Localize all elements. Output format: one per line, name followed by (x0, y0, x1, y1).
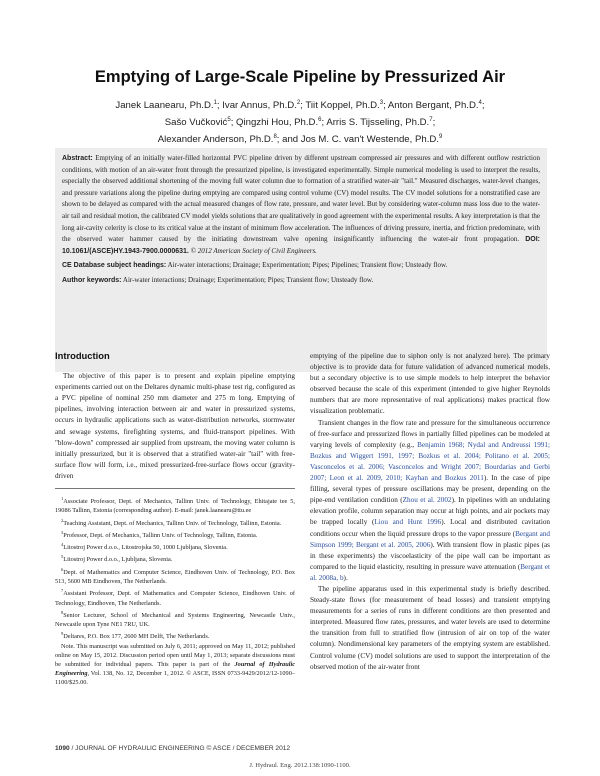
author-name: Anton Bergant, Ph.D. (387, 100, 479, 112)
footnote-text: Associate Professor, Dept. of Mechanics, Tallinn Univ. of Technology, Ehitajate tee 5, 19086 Tallinn, Estonia (corresponding author). E-mail: janek.laanearu@ttu.ee (55, 498, 295, 515)
reference-links-bergant[interactable]: Bergant and Simpson 1999; Bergant et al. 2005, 2006 (310, 529, 551, 549)
footnote (55, 586, 295, 608)
note-text-b: , Vol. 138, No. 12, December 1, 2012. © ASCE, ISSN 0733-9429/2012/12-1090–1100/$25.00. (55, 670, 295, 687)
ce-headings-text: Air-water interactions; Drainage; Experimentation; Pipes; Pipelines; Transient flow; Unsteady flow. (167, 261, 448, 270)
p2-text-f: ). (343, 573, 348, 582)
author-name: Ivar Annus, Ph.D. (222, 100, 297, 112)
author-separator: ; (383, 100, 388, 112)
footnote-marker: 7 (61, 588, 64, 594)
footnote-text: Teaching Assistant, Dept. of Mechanics, Tallinn Univ. of Technology, Tallinn, Estonia. (63, 519, 282, 527)
author-name: Jos M. C. van't Westende, Ph.D. (300, 134, 439, 146)
author-name: Sašo Vučković (164, 117, 228, 129)
author-name: Alexander Anderson, Ph.D. (157, 134, 274, 146)
footnote-text: Litostroj Power d.o.o., Ljubljana, Slovenia. (63, 556, 173, 564)
author-affiliation-marker: 6 (318, 117, 322, 124)
paper-title: Emptying of Large-Scale Pipeline by Pressurized Air (94, 68, 506, 86)
author-keywords-label: Author keywords: (62, 276, 122, 284)
introduction-heading: Introduction (55, 350, 110, 361)
reference-link-zhou[interactable]: Zhou et al. 2002 (402, 496, 452, 505)
ce-headings-label: CE Database subject headings: (62, 262, 167, 270)
footnote-divider (55, 488, 295, 489)
p2-text-b: ). In the case of pipe filling, several types of pressure oscillations may be present, depending on the pipe-end ventilation condition ( (310, 474, 550, 505)
p2-text-a: Transient changes in the flow rate and pressure for the simultaneous occurrence of free-surface and pressurized flows in partially filled pipelines can be modeled at varying levels of complexity (e.g., (310, 418, 550, 449)
author-affiliation-marker: 5 (227, 117, 231, 124)
footnote-text: Deltares, P.O. Box 177, 2600 MH Delft, The Netherlands. (63, 633, 210, 641)
p2-text-d: ). Local and distributed cavitation conditions occur when the liquid pressure drops to the vapor pressure ( (310, 518, 551, 538)
author-affiliation-marker: 4 (478, 100, 482, 106)
footnote-text: Professor, Dept. of Mechanics, Tallinn Univ. of Technology, Tallinn, Estonia. (63, 531, 258, 539)
author-affiliation-marker: 7 (429, 117, 433, 124)
right-paragraph-1: emptying of the pipeline due to siphon only is not analyzed here). The primary objective is to provide data for future validation of advanced numerical models, but a secondary objective is to use simple models to help interpret the behavior observed because the scale of this experiment (intended to give higher Reynolds numbers that are more representative of real applications) makes practical flow visualization problematic. (310, 352, 550, 416)
footnote-marker: 5 (61, 554, 64, 560)
author-list (60, 96, 540, 148)
author-separator: ; (230, 117, 237, 129)
page-footer (55, 745, 290, 752)
note-text-a: Note. This manuscript was submitted on July 6, 2011; approved on May 11, 2012; published online on May 15, 2012. Discussion period open until May 1, 2013; separate discussions must be submitted for individual papers. This paper is part of the (55, 642, 295, 668)
intro-paragraph: The objective of this paper is to present and explain pipeline emptying experiments carried out on the Deltares dynamic multi-phase test rig, configured as a PVC pipeline of nominal 250 mm diameter and 275 m long. Emptying of pipelines, involving interaction between air and water in pressurized systems, occurs in hydraulic applications such as water-distribution networks, stormwater and sewage systems, firefighting systems, and fluid-transport pipelines. With "blow-down" compressed air supplied from upstream, the moving water column is initially pressurized, but it is observed that a stratified water-air "tail" with free-surface flow will form, i.e., mixed pressurized-free-surface flows occur (gravity-driven (55, 372, 295, 480)
author-separator: ; (432, 117, 436, 129)
copyright-notice: © 2012 American Society of Civil Engineers. (190, 246, 317, 255)
author-separator: ; (321, 117, 327, 129)
author-affiliation-marker: 1 (213, 100, 217, 106)
p2-text-e: ). With transient flow in plastic pipes (as in these experiments) the viscoelasticity of the pipe wall can be important as compared to the liquid elasticity, resulting in pressure wave attenuation ( (310, 540, 550, 571)
left-column (55, 350, 295, 688)
reference-link-liou[interactable]: Liou and Hunt 1996 (374, 518, 442, 527)
footnote-text: Litostroj Power d.o.o., Litostrojska 50, 1000 Ljubljana, Slovenia. (63, 544, 228, 552)
footnote-marker: 8 (61, 609, 64, 615)
journal-footer: / JOURNAL OF HYDRAULIC ENGINEERING © ASCE / DECEMBER 2012 (69, 745, 291, 752)
reference-link-bergant-2008[interactable]: Bergant et al. 2008a, b (310, 562, 550, 582)
author-affiliation-marker: 2 (296, 100, 301, 106)
doi-link[interactable]: DOI: 10.1061/(ASCE)HY.1943-7900.0000631. (62, 236, 540, 255)
author-separator: ; (481, 100, 485, 112)
right-column (310, 351, 550, 673)
abstract-block (62, 153, 540, 287)
author-keywords-text: Air-water interactions; Drainage; Experimentation; Pipes; Transient flow; Unsteady flow. (122, 275, 374, 284)
footnote-marker: 6 (61, 566, 64, 572)
author-keywords (62, 275, 540, 287)
author-name: Tiit Koppel, Ph.D. (305, 100, 380, 112)
right-paragraph-3: The pipeline apparatus used in this experimental study is briefly described. Steady-state flows (for measurement of head losses) and transient emptying measurements for a series of runs in different conditions are then presented and interpreted. Measured flow rates, pressures, and water levels are used to determine the transition from full to stratified flow (intrusion of air on top of the water column). Nondimensional key parameters of the emptying system are established. Control volume (CV) model solutions are used to support the interpretation of the observed motion of the air-water front (310, 584, 550, 671)
page-number: 1090 (55, 745, 70, 752)
footnote (55, 552, 295, 564)
footnote (55, 629, 295, 641)
ce-headings (62, 260, 540, 272)
author-separator: ; (300, 100, 306, 112)
footnote (55, 540, 295, 552)
author-affiliation-marker: 3 (379, 100, 384, 106)
footnote-text: Assistant Professor, Dept. of Mathematics and Computer Science, Eindhoven Univ. of Technology, Eindhoven, The Netherlands. (55, 590, 295, 607)
footnote-text: Senior Lecturer, School of Mechanical and Systems Engineering, Newcastle Univ., Newcastle upon Tyne NE1 7RU, UK. (55, 611, 295, 629)
note-journal: Journal of Hydraulic Engineering (55, 660, 296, 678)
footnote (55, 494, 295, 516)
footnote (55, 528, 295, 540)
manuscript-note (55, 642, 295, 688)
author-name: Qingzhi Hou, Ph.D. (236, 117, 319, 129)
footnote (55, 608, 295, 630)
author-name: Janek Laanearu, Ph.D. (115, 100, 214, 112)
author-name: Arris S. Tijsseling, Ph.D. (326, 117, 430, 129)
footnote (55, 565, 295, 587)
footnote-marker: 1 (61, 496, 64, 502)
footnote (55, 516, 295, 528)
footnote-marker: 3 (61, 529, 64, 535)
reference-links-1[interactable]: Benjamin 1968; Nydal and Andreussi 1991; Bozkus and Wiggert 1991, 1997; Bozkus et al. 2004; Politano et al. 2005; Vasconcelos et al. 2006; Vasconcelos and Wright 2007; Bourdarias and Gerbi 2007; Leon et al. 2009, 2010; Kayhan and Bozkus 2011 (310, 440, 550, 483)
author-separator: ; (216, 100, 223, 112)
abstract-label: Abstract: (62, 155, 93, 162)
author-affiliation-marker: 9 (438, 134, 443, 141)
p2-text-c: ). In pipelines with an undulating elevation profile, column separation may occur at high points, and air pockets may be trapped locally ( (310, 496, 550, 527)
footnote-marker: 9 (61, 631, 64, 637)
footnote-text: Dept. of Mathematics and Computer Science, Eindhoven Univ. of Technology, P.O. Box 513, 5600 MB Eindhoven, The Netherlands. (55, 568, 295, 586)
footnote-marker: 4 (61, 542, 64, 548)
citation-footer: J. Hydraul. Eng. 2012.138:1090-1100. (249, 762, 351, 769)
author-affiliation-marker: 8 (273, 134, 277, 141)
right-paragraph-2 (310, 418, 550, 584)
abstract-paragraph (62, 153, 540, 257)
author-separator: ; and (276, 134, 301, 146)
footnotes (55, 494, 295, 641)
footnote-marker: 2 (61, 517, 64, 523)
abstract-text: Emptying of an initially water-filled horizontal PVC pipeline driven by different upstream compressed air pressures and with different outflow restriction conditions, with motion of an air-water front through the pressurized pipeline, is investigated experimentally. Simple numerical modeling is used to interpret the results, especially the observed additional shortening of the moving full water column due to formation of a stratified water-air "tail." Measured discharges, water-level changes, and pressure variations along the pipeline during emptying are compared using control volume (CV) model results. The CV model solutions for a nonstratified case are shown to be delayed as compared with the actual measured changes of flow rate, pressure, and water level. But by considering water-column mass loss due to the water-air tail and residual motion, the calibrated CV model yields solutions that are qualitatively in good agreement with the experimental results. A key interpretation is that the long air-cavity celerity is close to its critical value at the instant of minimum flow acceleration. The influences of driving pressure, inertia, and friction predominate, with the observed water hammer caused by the initiating downstream valve opening insignificantly influencing the water-air front propagation. (62, 154, 541, 244)
